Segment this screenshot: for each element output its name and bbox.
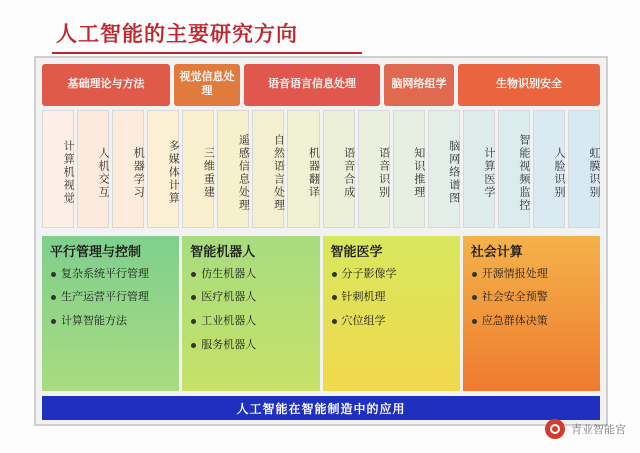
application-band — [42, 236, 600, 391]
category-chip[interactable]: 脑网络组学 — [384, 64, 454, 106]
category-band — [42, 64, 600, 106]
page-title: 人工智能的主要研究方向 — [56, 23, 298, 46]
panel-list-item: 计算智能方法 — [50, 315, 171, 328]
leaf-cell[interactable]: 智能视频监控 — [498, 110, 530, 228]
leaf-cell[interactable]: 脑网络谱图 — [428, 110, 460, 228]
panel-list — [471, 268, 592, 328]
category-chip[interactable]: 视觉信息处理 — [174, 64, 240, 106]
panel-list-item: 医疗机器人 — [190, 291, 311, 304]
title-block — [0, 8, 640, 52]
application-panel[interactable] — [323, 236, 460, 391]
leaf-cell[interactable]: 语音合成 — [323, 110, 355, 228]
panel-list-item: 仿生机器人 — [190, 268, 311, 281]
leaf-cell[interactable]: 知识推理 — [393, 110, 425, 228]
leaf-cell[interactable]: 自然语言处理 — [252, 110, 284, 228]
panel-list-item: 应急群体决策 — [471, 315, 592, 328]
leaf-cell[interactable]: 机器学习 — [112, 110, 144, 228]
category-chip[interactable]: 语音语言信息处理 — [244, 64, 380, 106]
panel-list-item: 穴位组学 — [331, 315, 452, 328]
category-chip[interactable]: 生物识别安全 — [458, 64, 600, 106]
leaf-cell[interactable]: 人脸识别 — [533, 110, 565, 228]
panel-list — [331, 268, 452, 328]
leaf-cell[interactable]: 语音识别 — [358, 110, 390, 228]
panel-list — [190, 268, 311, 352]
watermark-label: 青业智能官 — [571, 424, 626, 436]
application-panel[interactable] — [182, 236, 319, 391]
bottom-banner: 人工智能在智能制造中的应用 — [42, 396, 600, 420]
category-chip[interactable]: 基础理论与方法 — [42, 64, 170, 106]
panel-list-item: 分子影像学 — [331, 268, 452, 281]
leaf-cell[interactable]: 多媒体计算 — [147, 110, 179, 228]
watermark — [545, 419, 626, 439]
panel-list-item: 生产运营平行管理 — [50, 291, 171, 304]
panel-list-item: 开源情报处理 — [471, 268, 592, 281]
application-panel[interactable] — [463, 236, 600, 391]
panel-title: 智能医学 — [330, 244, 383, 259]
application-panel[interactable] — [42, 236, 179, 391]
leaf-cell[interactable]: 虹膜识别 — [568, 110, 600, 228]
panel-title: 社会计算 — [470, 244, 523, 259]
panel-list — [50, 268, 171, 328]
panel-title: 平行管理与控制 — [50, 244, 142, 259]
title-underline — [52, 52, 362, 54]
circle-logo-icon — [545, 419, 565, 439]
leaf-cell[interactable]: 遥感信息处理 — [217, 110, 249, 228]
panel-list-item: 复杂系统平行管理 — [50, 268, 171, 281]
panel-list-item: 服务机器人 — [190, 339, 311, 352]
leaf-cell[interactable]: 计算医学 — [463, 110, 495, 228]
leaf-cell[interactable]: 人机交互 — [77, 110, 109, 228]
leaf-cell[interactable]: 机器翻译 — [287, 110, 319, 228]
leaf-cell[interactable]: 计算机视觉 — [42, 110, 74, 228]
panel-list-item: 社会安全预警 — [471, 291, 592, 304]
leaf-band — [42, 110, 600, 228]
panel-list-item: 针刺机理 — [331, 291, 452, 304]
leaf-cell[interactable]: 三维重建 — [182, 110, 214, 228]
panel-list-item: 工业机器人 — [190, 315, 311, 328]
panel-title: 智能机器人 — [190, 244, 256, 259]
